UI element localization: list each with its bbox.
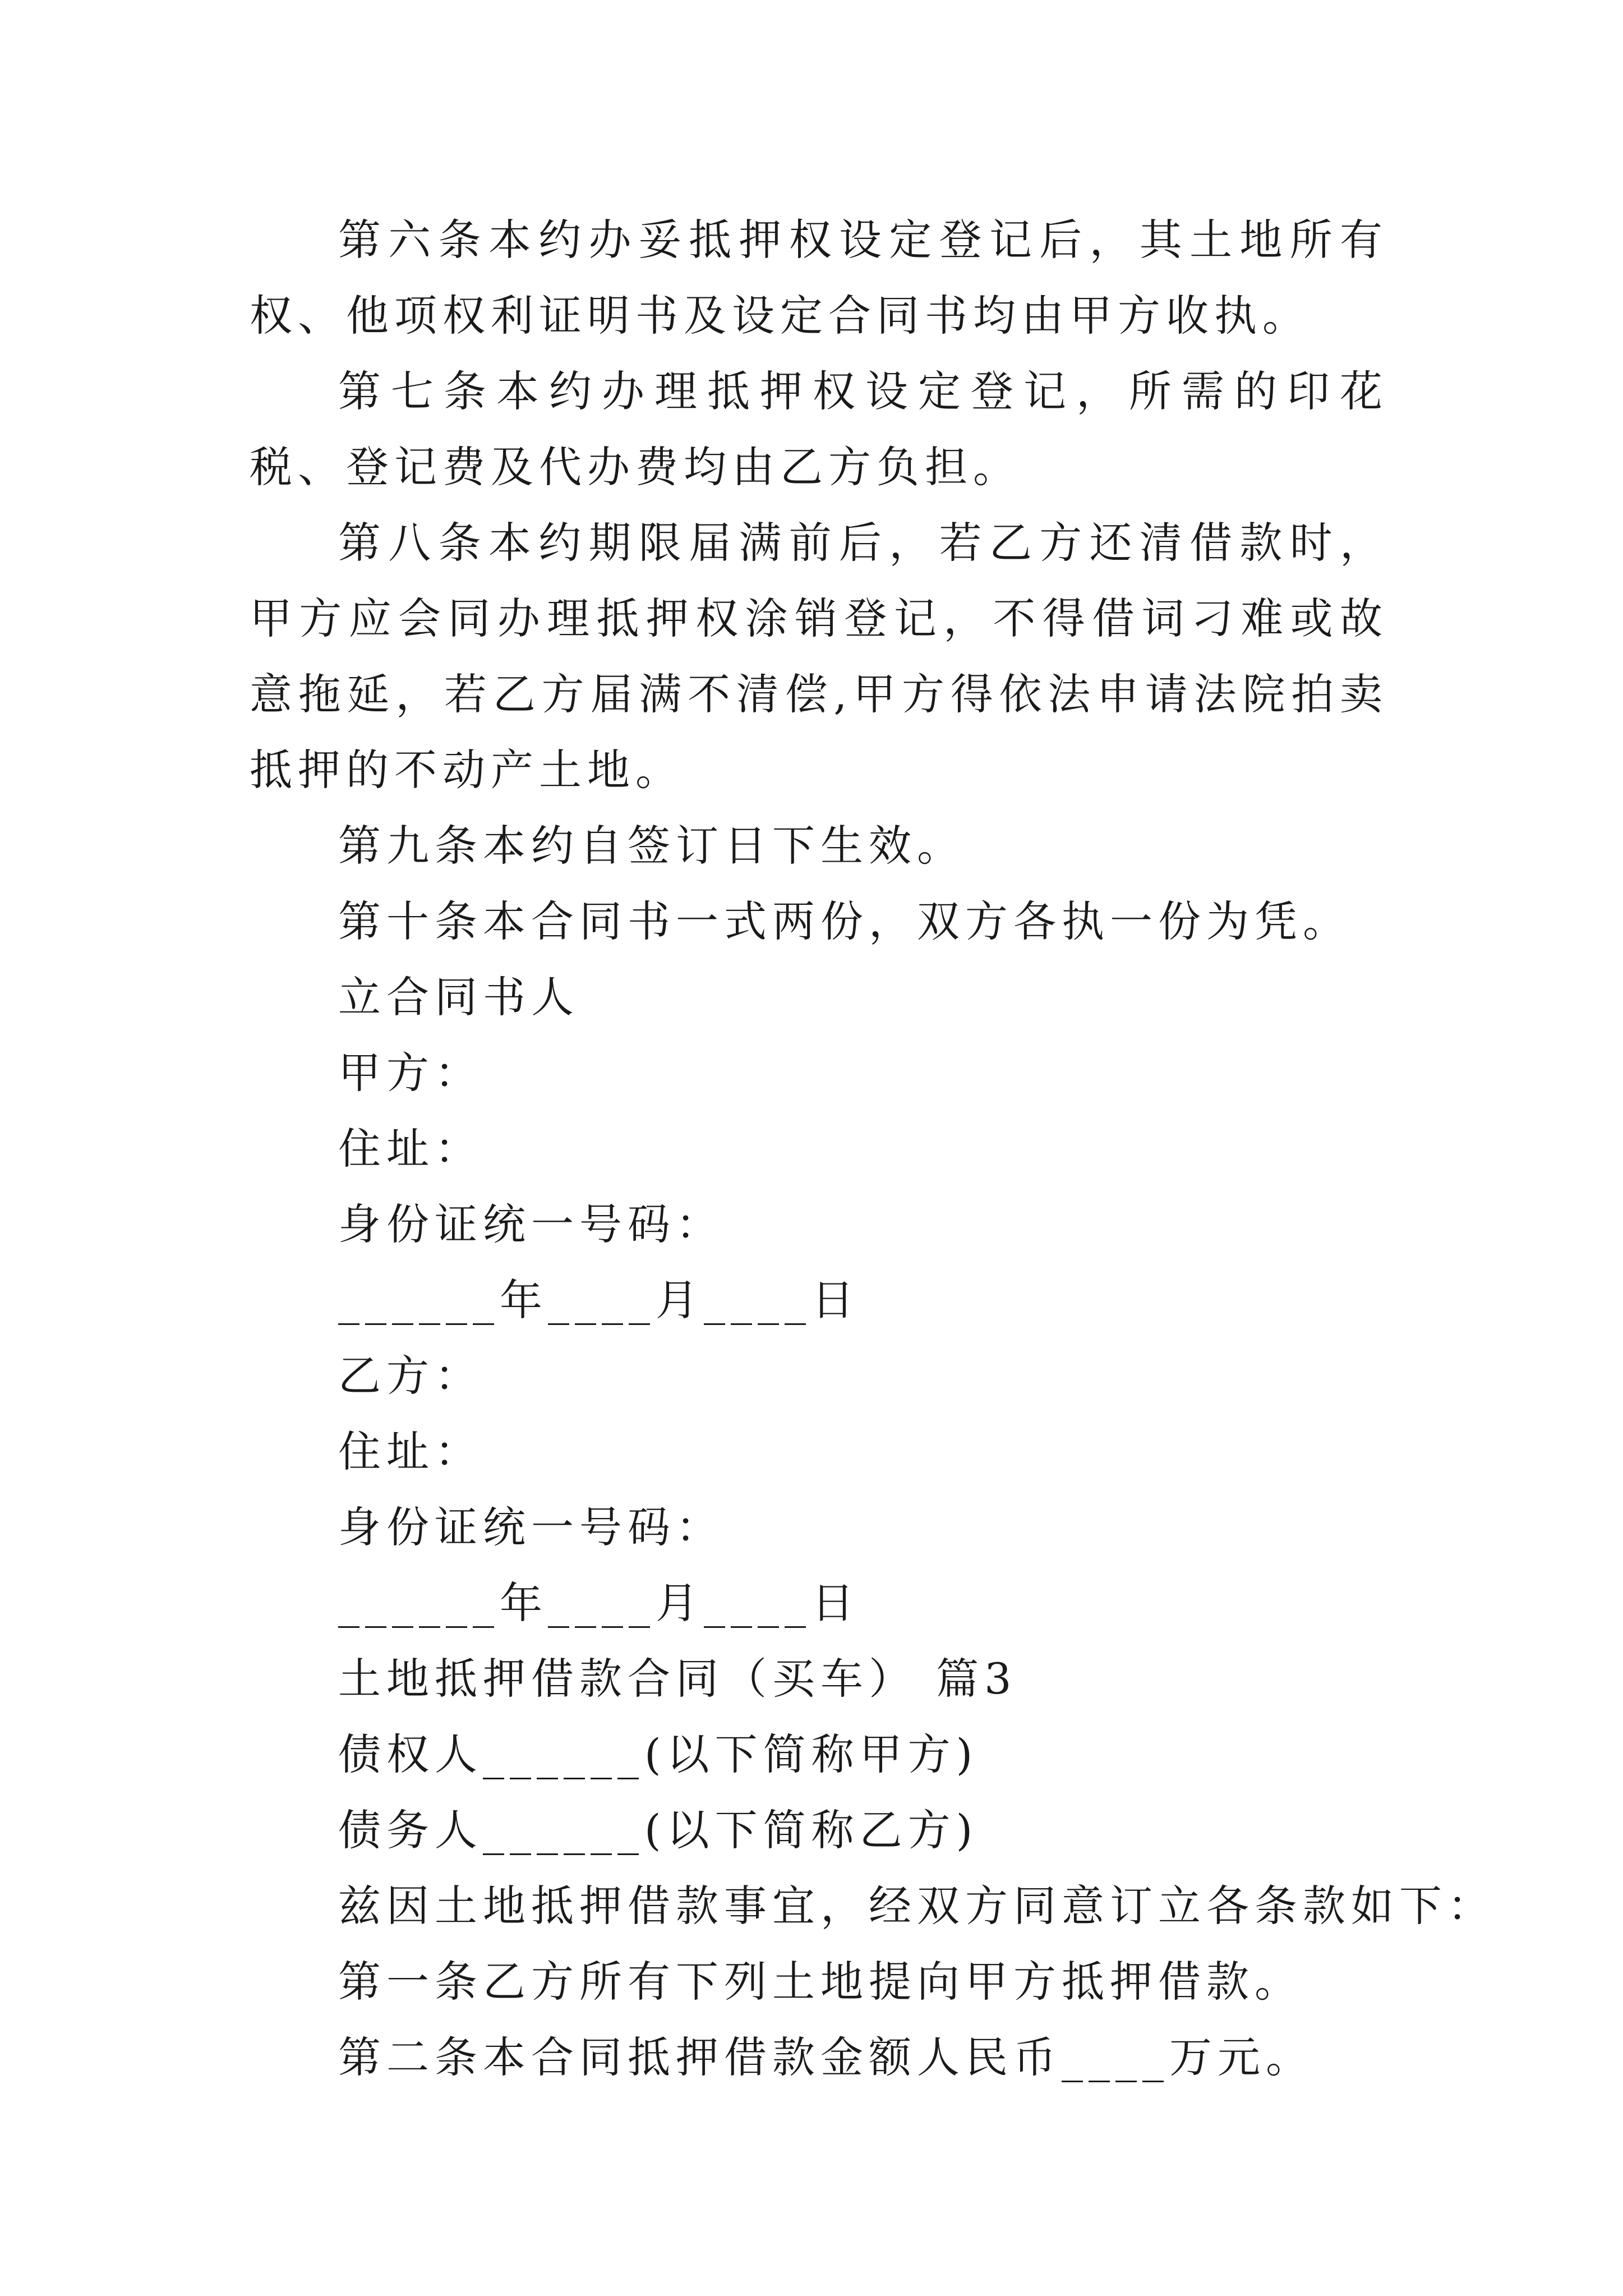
clause-8: 第八条本约期限届满前后，若乙方还清借款时，甲方应会同办理抵押权涂销登记，不得借词刁难或故意拖延，若乙方届满不清偿,甲方得依法申请法院拍卖抵押的不动产土地。 [250, 518, 1388, 795]
party-a-label: 甲方： [338, 1048, 483, 1098]
party-a-address: 住址： [338, 1124, 483, 1174]
clause-1: 第一条乙方所有下列土地提向甲方抵押借款。 [338, 1957, 1303, 2007]
party-b-id-number: 身份证统一号码： [338, 1502, 724, 1552]
party-a-id-number: 身份证统一号码： [338, 1199, 724, 1249]
document-body [250, 202, 1496, 2095]
section-title: 土地抵押借款合同（买车） 篇3 [338, 1654, 1017, 1704]
party-b-address: 住址： [338, 1427, 483, 1476]
party-b-label: 乙方： [338, 1351, 483, 1401]
clause-2: 第二条本合同抵押借款金额人民币____万元。 [338, 2032, 1314, 2082]
party-a-date: ______年____月____日 [338, 1275, 860, 1325]
clause-7: 第七条本约办理抵押权设定登记，所需的印花税、登记费及代办费均由乙方负担。 [250, 366, 1388, 492]
debtor-line: 债务人______(以下简称乙方) [338, 1805, 979, 1855]
preamble: 兹因土地抵押借款事宜，经双方同意订立各条款如下： [338, 1881, 1496, 1931]
creditor-line: 债权人______(以下简称甲方) [338, 1729, 979, 1779]
clause-6: 第六条本约办妥抵押权设定登记后，其土地所有权、他项权利证明书及设定合同书均由甲方收执。 [250, 215, 1388, 341]
clause-10: 第十条本合同书一式两份，双方各执一份为凭。 [338, 896, 1351, 946]
party-b-date: ______年____月____日 [338, 1578, 860, 1628]
signatory-heading: 立合同书人 [338, 972, 579, 1022]
clause-9: 第九条本约自签订日下生效。 [338, 821, 965, 871]
